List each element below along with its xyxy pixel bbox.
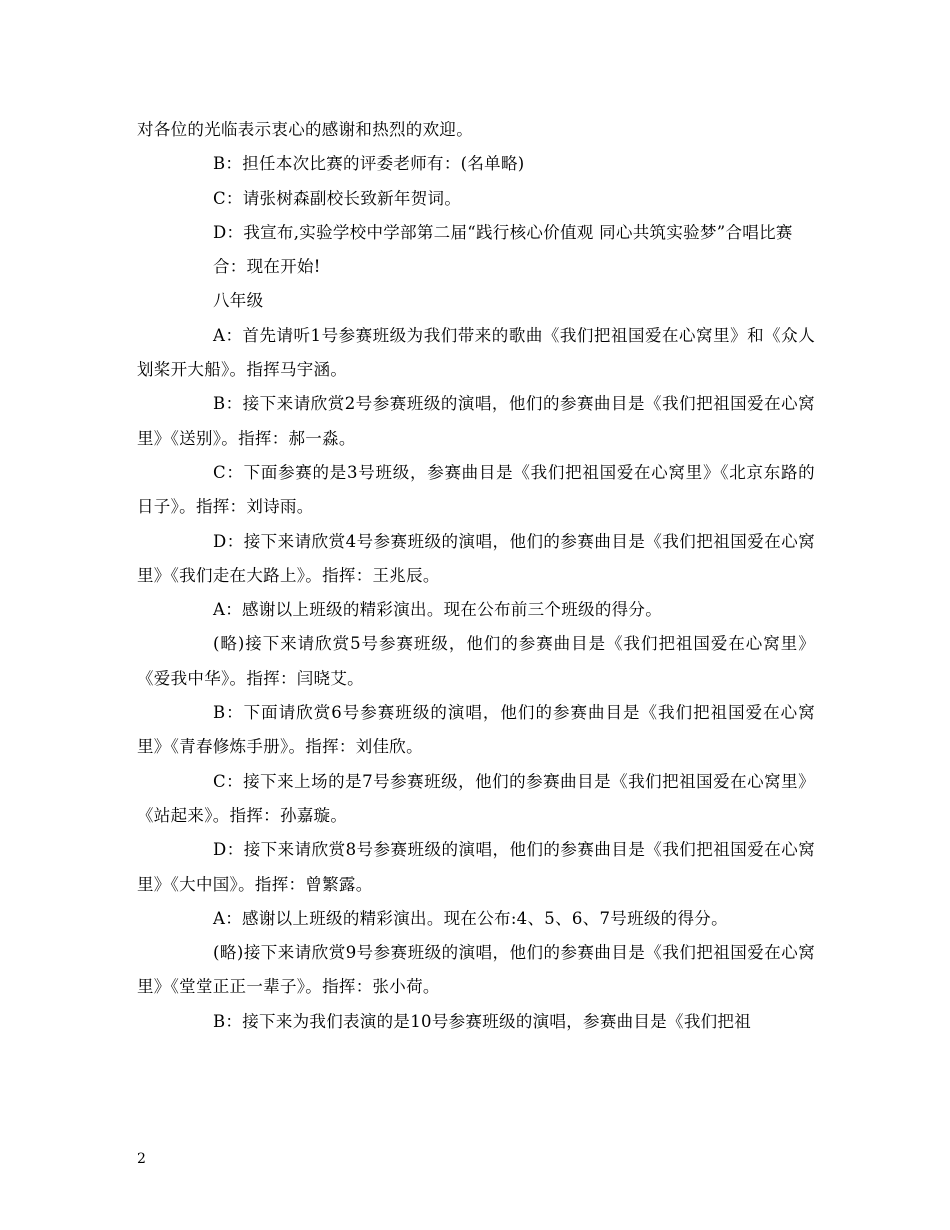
paragraph: D：接下来请欣赏8号参赛班级的演唱，他们的参赛曲目是《我们把祖国爱在心窝里》《大中国》。指挥：曾繁露。: [137, 840, 815, 894]
paragraph: C：接下来上场的是7号参赛班级，他们的参赛曲目是《我们把祖国爱在心窝里》《站起来》。指挥：孙嘉璇。: [137, 771, 815, 825]
paragraph: D：我宣布,实验学校中学部第二届“践行核心价值观 同心共筑实验梦”合唱比赛: [213, 222, 793, 242]
page-number: 2: [137, 1151, 146, 1167]
paragraph: A：感谢以上班级的精彩演出。现在公布:4、5、6、7号班级的得分。: [213, 908, 728, 928]
document-body: [137, 113, 815, 1039]
paragraph: A：感谢以上班级的精彩演出。现在公布前三个班级的得分。: [213, 600, 663, 620]
paragraph: 对各位的光临表示衷心的感谢和热烈的欢迎。: [137, 120, 473, 139]
paragraph: 合：现在开始!: [213, 257, 321, 277]
paragraph: C：下面参赛的是3号班级，参赛曲目是《我们把祖国爱在心窝里》《北京东路的日子》。指挥：刘诗雨。: [137, 462, 815, 517]
paragraph: D：接下来请欣赏4号参赛班级的演唱，他们的参赛曲目是《我们把祖国爱在心窝里》《我们走在大路上》。指挥：王兆辰。: [137, 531, 815, 585]
paragraph: C：请张树森副校长致新年贺词。: [213, 188, 462, 208]
paragraph: B：接下来请欣赏2号参赛班级的演唱，他们的参赛曲目是《我们把祖国爱在心窝里》《送别》。指挥：郝一淼。: [137, 394, 815, 448]
section-heading: 八年级: [213, 291, 264, 311]
paragraph: A：首先请听1号参赛班级为我们带来的歌曲《我们把祖国爱在心窝里》和《众人划桨开大船》。指挥马宇涵。: [137, 325, 815, 380]
paragraph: (略)接下来请欣赏5号参赛班级，他们的参赛曲目是《我们把祖国爱在心窝里》《爱我中华》。指挥：闫晓艾。: [137, 634, 815, 688]
paragraph: (略)接下来请欣赏9号参赛班级的演唱，他们的参赛曲目是《我们把祖国爱在心窝里》《堂堂正正一辈子》。指挥：张小荷。: [137, 943, 815, 997]
paragraph: B：下面请欣赏6号参赛班级的演唱，他们的参赛曲目是《我们把祖国爱在心窝里》《青春修炼手册》。指挥：刘佳欣。: [137, 703, 815, 757]
paragraph: B：接下来为我们表演的是10号参赛班级的演唱，参赛曲目是《我们把祖: [213, 1011, 752, 1031]
paragraph: B：担任本次比赛的评委老师有：(名单略): [213, 154, 525, 174]
